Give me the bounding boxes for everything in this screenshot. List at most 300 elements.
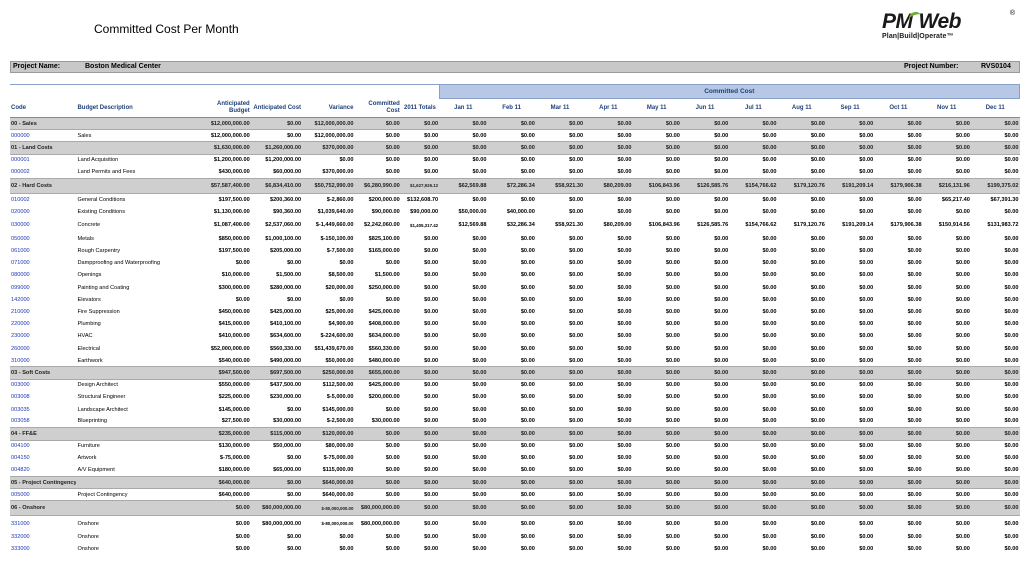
committed-cost-cell: $425,000.00 <box>354 306 400 318</box>
month-value-cell: $0.00 <box>874 428 922 440</box>
month-value-cell: $0.00 <box>923 464 971 476</box>
month-value-cell: $0.00 <box>874 166 922 178</box>
project-number-label: Project Number: <box>904 63 959 70</box>
month-value-cell: $0.00 <box>439 355 487 367</box>
month-value-cell: $0.00 <box>826 154 874 166</box>
cost-code-link[interactable]: 030000 <box>10 218 76 233</box>
cost-code-link[interactable]: 000002 <box>10 166 76 178</box>
col-committed-cost: Committed Cost <box>354 99 400 118</box>
month-value-cell: $0.00 <box>536 343 584 355</box>
month-value-cell: $0.00 <box>487 318 535 330</box>
cost-code-link[interactable]: 230000 <box>10 330 76 342</box>
logo-pm: PM <box>882 10 913 33</box>
anticipated-cost-cell: $425,000.00 <box>251 306 302 318</box>
month-value-cell: $0.00 <box>681 193 729 205</box>
month-value-cell: $0.00 <box>923 403 971 415</box>
month-value-cell: $0.00 <box>778 245 826 257</box>
month-value-cell: $0.00 <box>874 403 922 415</box>
variance-cell: $640,000.00 <box>302 477 354 489</box>
totals-cell: $0.00 <box>401 330 439 342</box>
month-value-cell: $0.00 <box>439 130 487 142</box>
anticipated-budget-cell: $0.00 <box>195 257 250 269</box>
anticipated-budget-cell: $180,000.00 <box>195 464 250 476</box>
cost-code-link[interactable]: 003058 <box>10 416 76 428</box>
cost-code-link[interactable]: 004820 <box>10 464 76 476</box>
month-value-cell: $0.00 <box>874 154 922 166</box>
month-value-cell: $0.00 <box>971 245 1020 257</box>
anticipated-cost-cell: $280,000.00 <box>251 282 302 294</box>
month-value-cell: $0.00 <box>729 294 777 306</box>
cost-code-link[interactable]: 003000 <box>10 379 76 391</box>
cost-code-link[interactable]: 099000 <box>10 282 76 294</box>
budget-description <box>76 477 195 489</box>
variance-cell: $50,752,990.00 <box>302 178 354 193</box>
month-value-cell: $0.00 <box>729 489 777 501</box>
anticipated-budget-cell: $550,000.00 <box>195 379 250 391</box>
month-value-cell: $0.00 <box>729 154 777 166</box>
table-row <box>10 379 1020 391</box>
month-value-cell: $0.00 <box>681 257 729 269</box>
month-value-cell: $0.00 <box>778 367 826 379</box>
cost-code-link[interactable]: 260000 <box>10 343 76 355</box>
col-month: Oct 11 <box>874 99 922 118</box>
month-value-cell: $0.00 <box>923 130 971 142</box>
totals-cell: $0.00 <box>401 257 439 269</box>
cost-code-link[interactable]: 142000 <box>10 294 76 306</box>
totals-cell: $0.00 <box>401 516 439 531</box>
anticipated-cost-cell: $0.00 <box>251 531 302 543</box>
variance-cell: $1,039,640.00 <box>302 206 354 218</box>
month-value-cell: $0.00 <box>971 142 1020 154</box>
month-value-cell: $0.00 <box>487 477 535 489</box>
month-value-cell: $0.00 <box>874 142 922 154</box>
month-value-cell: $0.00 <box>633 367 681 379</box>
month-value-cell: $0.00 <box>729 142 777 154</box>
month-value-cell: $0.00 <box>874 379 922 391</box>
month-value-cell: $0.00 <box>826 269 874 281</box>
variance-cell: $50,000.00 <box>302 355 354 367</box>
month-value-cell: $0.00 <box>439 166 487 178</box>
variance-cell: $-150,100.00 <box>302 233 354 245</box>
month-value-cell: $0.00 <box>778 464 826 476</box>
anticipated-cost-cell: $230,000.00 <box>251 391 302 403</box>
month-value-cell: $0.00 <box>439 452 487 464</box>
month-value-cell: $0.00 <box>584 416 632 428</box>
variance-cell: $12,000,000.00 <box>302 130 354 142</box>
month-value-cell: $65,217.40 <box>923 193 971 205</box>
cost-code-link[interactable]: 331000 <box>10 516 76 531</box>
col-month: Jun 11 <box>681 99 729 118</box>
committed-cost-cell: $0.00 <box>354 294 400 306</box>
month-value-cell: $0.00 <box>681 379 729 391</box>
month-value-cell: $0.00 <box>729 543 777 555</box>
month-value-cell: $191,209.14 <box>826 178 874 193</box>
anticipated-budget-cell: $-75,000.00 <box>195 452 250 464</box>
anticipated-budget-cell: $1,130,000.00 <box>195 206 250 218</box>
month-value-cell: $0.00 <box>923 245 971 257</box>
month-value-cell: $0.00 <box>729 531 777 543</box>
month-value-cell: $0.00 <box>778 166 826 178</box>
month-value-cell: $0.00 <box>778 403 826 415</box>
month-value-cell: $0.00 <box>633 531 681 543</box>
month-value-cell: $0.00 <box>633 130 681 142</box>
budget-description: Dampproofing and Waterproofing <box>76 257 195 269</box>
month-value-cell: $0.00 <box>778 282 826 294</box>
month-value-cell: $0.00 <box>681 428 729 440</box>
budget-description: Fire Suppression <box>76 306 195 318</box>
totals-cell: $0.00 <box>401 245 439 257</box>
month-value-cell: $0.00 <box>971 294 1020 306</box>
month-value-cell: $0.00 <box>971 416 1020 428</box>
month-value-cell: $0.00 <box>439 440 487 452</box>
cost-code-link[interactable]: 010002 <box>10 193 76 205</box>
anticipated-budget-cell: $415,000.00 <box>195 318 250 330</box>
anticipated-cost-cell: $0.00 <box>251 489 302 501</box>
month-value-cell: $0.00 <box>729 193 777 205</box>
month-value-cell: $0.00 <box>923 306 971 318</box>
month-value-cell: $126,585.76 <box>681 178 729 193</box>
variance-cell: $-80,000,000.00 <box>302 516 354 531</box>
month-value-cell: $0.00 <box>923 294 971 306</box>
cost-code-link[interactable]: 003035 <box>10 403 76 415</box>
anticipated-budget-cell: $0.00 <box>195 531 250 543</box>
month-value-cell: $0.00 <box>439 403 487 415</box>
month-value-cell: $0.00 <box>681 516 729 531</box>
col-2011-totals: 2011 Totals <box>401 99 439 118</box>
cost-code-link[interactable]: 000000 <box>10 130 76 142</box>
cost-code-link[interactable]: 005000 <box>10 489 76 501</box>
month-value-cell: $0.00 <box>971 269 1020 281</box>
committed-cost-cell: $0.00 <box>354 489 400 501</box>
month-value-cell: $0.00 <box>584 489 632 501</box>
table-row <box>10 403 1020 415</box>
group-label: 06 - Onshore <box>10 501 76 516</box>
budget-description <box>76 428 195 440</box>
month-value-cell: $0.00 <box>439 501 487 516</box>
table-row <box>10 206 1020 218</box>
budget-description: Electrical <box>76 343 195 355</box>
month-value-cell: $0.00 <box>439 367 487 379</box>
anticipated-cost-cell: $0.00 <box>251 403 302 415</box>
cost-code-link[interactable]: 310000 <box>10 355 76 367</box>
month-value-cell: $0.00 <box>487 452 535 464</box>
cost-code-link[interactable]: 071000 <box>10 257 76 269</box>
month-value-cell: $0.00 <box>729 206 777 218</box>
month-value-cell: $0.00 <box>778 428 826 440</box>
cost-code-link[interactable]: 004150 <box>10 452 76 464</box>
month-value-cell: $0.00 <box>729 166 777 178</box>
month-value-cell: $0.00 <box>729 330 777 342</box>
month-value-cell: $0.00 <box>633 330 681 342</box>
month-value-cell: $0.00 <box>923 269 971 281</box>
committed-cost-cell: $560,330.00 <box>354 343 400 355</box>
month-value-cell: $0.00 <box>633 233 681 245</box>
month-value-cell: $0.00 <box>778 257 826 269</box>
month-value-cell: $0.00 <box>826 477 874 489</box>
month-value-cell: $179,906.38 <box>874 218 922 233</box>
month-value-cell: $0.00 <box>923 118 971 130</box>
committed-cost-cell: $0.00 <box>354 428 400 440</box>
month-value-cell: $0.00 <box>874 477 922 489</box>
month-value-cell: $0.00 <box>487 233 535 245</box>
anticipated-budget-cell: $0.00 <box>195 501 250 516</box>
table-row <box>10 257 1020 269</box>
month-value-cell: $0.00 <box>729 501 777 516</box>
committed-cost-cell: $0.00 <box>354 130 400 142</box>
month-value-cell: $0.00 <box>536 257 584 269</box>
month-value-cell: $0.00 <box>874 282 922 294</box>
anticipated-budget-cell: $235,000.00 <box>195 428 250 440</box>
budget-description: General Conditions <box>76 193 195 205</box>
budget-description: Structural Engineer <box>76 391 195 403</box>
variance-cell: $112,500.00 <box>302 379 354 391</box>
month-value-cell: $0.00 <box>584 142 632 154</box>
anticipated-budget-cell: $197,500.00 <box>195 193 250 205</box>
anticipated-budget-cell: $1,087,400.00 <box>195 218 250 233</box>
committed-cost-cell: $200,000.00 <box>354 193 400 205</box>
variance-cell: $25,000.00 <box>302 306 354 318</box>
cost-code-link[interactable]: 333000 <box>10 543 76 555</box>
budget-description: Earthwork <box>76 355 195 367</box>
group-row <box>10 428 1020 440</box>
table-row <box>10 543 1020 555</box>
table-row <box>10 452 1020 464</box>
month-value-cell: $0.00 <box>826 440 874 452</box>
table-row <box>10 531 1020 543</box>
month-value-cell: $0.00 <box>826 464 874 476</box>
variance-cell: $-7,500.00 <box>302 245 354 257</box>
month-value-cell: $0.00 <box>874 489 922 501</box>
month-value-cell: $0.00 <box>971 233 1020 245</box>
month-value-cell: $0.00 <box>681 294 729 306</box>
cost-code-link[interactable]: 000001 <box>10 154 76 166</box>
month-value-cell: $0.00 <box>971 355 1020 367</box>
month-value-cell: $0.00 <box>729 452 777 464</box>
month-value-cell: $0.00 <box>681 233 729 245</box>
anticipated-budget-cell: $1,200,000.00 <box>195 154 250 166</box>
committed-cost-cell: $0.00 <box>354 166 400 178</box>
month-value-cell: $67,391.30 <box>971 193 1020 205</box>
anticipated-cost-cell: $560,330.00 <box>251 343 302 355</box>
month-value-cell: $0.00 <box>633 206 681 218</box>
month-value-cell: $0.00 <box>778 130 826 142</box>
anticipated-budget-cell: $130,000.00 <box>195 440 250 452</box>
month-value-cell: $72,286.34 <box>487 178 535 193</box>
budget-description: Land Permits and Fees <box>76 166 195 178</box>
budget-description: Onshore <box>76 516 195 531</box>
month-value-cell: $40,000.00 <box>487 206 535 218</box>
month-value-cell: $0.00 <box>439 282 487 294</box>
cost-code-link[interactable]: 210000 <box>10 306 76 318</box>
month-value-cell: $0.00 <box>826 452 874 464</box>
month-value-cell: $0.00 <box>971 343 1020 355</box>
cost-code-link[interactable]: 080000 <box>10 269 76 281</box>
month-value-cell: $0.00 <box>826 367 874 379</box>
variance-cell: $0.00 <box>302 531 354 543</box>
anticipated-budget-cell: $12,000,000.00 <box>195 130 250 142</box>
totals-cell: $0.00 <box>401 403 439 415</box>
month-value-cell: $0.00 <box>681 142 729 154</box>
table-row <box>10 440 1020 452</box>
month-value-cell: $0.00 <box>487 142 535 154</box>
month-value-cell: $0.00 <box>923 391 971 403</box>
month-value-cell: $0.00 <box>729 428 777 440</box>
variance-cell: $-224,600.00 <box>302 330 354 342</box>
month-value-cell: $0.00 <box>536 367 584 379</box>
month-value-cell: $154,766.62 <box>729 178 777 193</box>
month-value-cell: $0.00 <box>923 282 971 294</box>
column-header-row <box>10 99 1020 118</box>
month-value-cell: $0.00 <box>826 233 874 245</box>
cost-code-link[interactable]: 004100 <box>10 440 76 452</box>
anticipated-cost-cell: $1,500.00 <box>251 269 302 281</box>
project-name-label: Project Name: <box>13 63 61 70</box>
table-row <box>10 318 1020 330</box>
budget-description <box>76 118 195 130</box>
month-value-cell: $0.00 <box>536 193 584 205</box>
variance-cell: $4,900.00 <box>302 318 354 330</box>
committed-cost-cell: $6,280,990.00 <box>354 178 400 193</box>
month-value-cell: $0.00 <box>536 489 584 501</box>
month-value-cell: $0.00 <box>633 343 681 355</box>
month-value-cell: $0.00 <box>874 130 922 142</box>
anticipated-budget-cell: $197,500.00 <box>195 245 250 257</box>
month-value-cell: $0.00 <box>584 257 632 269</box>
month-value-cell: $0.00 <box>971 464 1020 476</box>
month-value-cell: $0.00 <box>778 193 826 205</box>
variance-cell: $20,000.00 <box>302 282 354 294</box>
month-value-cell: $0.00 <box>874 516 922 531</box>
month-value-cell: $0.00 <box>971 130 1020 142</box>
col-budget-description: Budget Description <box>76 99 195 118</box>
month-value-cell: $106,843.96 <box>633 218 681 233</box>
cost-code-link[interactable]: 332000 <box>10 531 76 543</box>
month-value-cell: $0.00 <box>439 489 487 501</box>
month-value-cell: $0.00 <box>633 154 681 166</box>
month-value-cell: $0.00 <box>923 428 971 440</box>
month-value-cell: $0.00 <box>826 343 874 355</box>
month-value-cell: $0.00 <box>778 489 826 501</box>
cost-code-link[interactable]: 003008 <box>10 391 76 403</box>
month-value-cell: $0.00 <box>536 206 584 218</box>
month-value-cell: $0.00 <box>971 367 1020 379</box>
month-value-cell: $32,286.34 <box>487 218 535 233</box>
month-value-cell: $0.00 <box>826 489 874 501</box>
month-value-cell: $0.00 <box>584 452 632 464</box>
budget-description: Land Acquisition <box>76 154 195 166</box>
month-value-cell: $0.00 <box>487 130 535 142</box>
month-value-cell: $0.00 <box>971 154 1020 166</box>
month-value-cell: $0.00 <box>633 142 681 154</box>
month-value-cell: $0.00 <box>439 428 487 440</box>
budget-description: Sales <box>76 130 195 142</box>
variance-cell: $51,439,670.00 <box>302 343 354 355</box>
month-value-cell: $216,131.96 <box>923 178 971 193</box>
budget-description: Metals <box>76 233 195 245</box>
totals-cell: $0.00 <box>401 452 439 464</box>
totals-cell: $0.00 <box>401 154 439 166</box>
variance-cell: $145,000.00 <box>302 403 354 415</box>
month-value-cell: $0.00 <box>487 154 535 166</box>
col-month: Feb 11 <box>487 99 535 118</box>
committed-cost-cell: $0.00 <box>354 531 400 543</box>
month-value-cell: $0.00 <box>633 428 681 440</box>
month-value-cell: $0.00 <box>681 306 729 318</box>
month-value-cell: $0.00 <box>826 118 874 130</box>
month-value-cell: $0.00 <box>971 318 1020 330</box>
committed-cost-cell: $0.00 <box>354 403 400 415</box>
month-value-cell: $0.00 <box>681 318 729 330</box>
month-value-cell: $0.00 <box>681 489 729 501</box>
committed-cost-cell: $408,000.00 <box>354 318 400 330</box>
group-label: 00 - Sales <box>10 118 76 130</box>
month-value-cell: $0.00 <box>584 403 632 415</box>
month-value-cell: $0.00 <box>487 403 535 415</box>
month-value-cell: $0.00 <box>681 154 729 166</box>
month-value-cell: $0.00 <box>923 501 971 516</box>
anticipated-budget-cell: $57,587,400.00 <box>195 178 250 193</box>
totals-cell: $0.00 <box>401 343 439 355</box>
month-value-cell: $0.00 <box>584 531 632 543</box>
month-value-cell: $0.00 <box>584 282 632 294</box>
cost-code-link[interactable]: 020000 <box>10 206 76 218</box>
logo-wordmark <box>882 10 1017 34</box>
month-value-cell: $12,569.88 <box>439 218 487 233</box>
month-value-cell: $0.00 <box>729 118 777 130</box>
budget-description: Design Architect <box>76 379 195 391</box>
month-value-cell: $0.00 <box>439 118 487 130</box>
month-value-cell: $0.00 <box>681 501 729 516</box>
group-row <box>10 477 1020 489</box>
month-value-cell: $0.00 <box>439 343 487 355</box>
month-value-cell: $0.00 <box>633 306 681 318</box>
variance-cell: $370,000.00 <box>302 142 354 154</box>
variance-cell: $-1,449,660.00 <box>302 218 354 233</box>
budget-description: Openings <box>76 269 195 281</box>
month-value-cell: $0.00 <box>681 440 729 452</box>
month-value-cell: $0.00 <box>971 501 1020 516</box>
month-value-cell: $0.00 <box>536 282 584 294</box>
anticipated-budget-cell: $450,000.00 <box>195 306 250 318</box>
committed-cost-cell: $0.00 <box>354 477 400 489</box>
month-value-cell: $0.00 <box>729 440 777 452</box>
variance-cell: $-75,000.00 <box>302 452 354 464</box>
month-value-cell: $0.00 <box>778 531 826 543</box>
month-value-cell: $0.00 <box>923 489 971 501</box>
cost-code-link[interactable]: 061000 <box>10 245 76 257</box>
month-value-cell: $126,585.76 <box>681 218 729 233</box>
anticipated-cost-cell: $634,600.00 <box>251 330 302 342</box>
budget-description: Blueprinting <box>76 416 195 428</box>
month-value-cell: $0.00 <box>923 440 971 452</box>
month-value-cell: $0.00 <box>633 440 681 452</box>
month-value-cell: $0.00 <box>826 543 874 555</box>
col-month: May 11 <box>633 99 681 118</box>
anticipated-budget-cell: $540,000.00 <box>195 355 250 367</box>
cost-code-link[interactable]: 220000 <box>10 318 76 330</box>
cost-code-link[interactable]: 050000 <box>10 233 76 245</box>
month-value-cell: $0.00 <box>826 330 874 342</box>
month-value-cell: $0.00 <box>778 306 826 318</box>
month-value-cell: $0.00 <box>584 118 632 130</box>
month-value-cell: $0.00 <box>536 516 584 531</box>
anticipated-cost-cell: $65,000.00 <box>251 464 302 476</box>
month-value-cell: $0.00 <box>923 206 971 218</box>
month-value-cell: $0.00 <box>971 306 1020 318</box>
month-value-cell: $0.00 <box>584 154 632 166</box>
month-value-cell: $0.00 <box>536 379 584 391</box>
month-value-cell: $191,209.14 <box>826 218 874 233</box>
